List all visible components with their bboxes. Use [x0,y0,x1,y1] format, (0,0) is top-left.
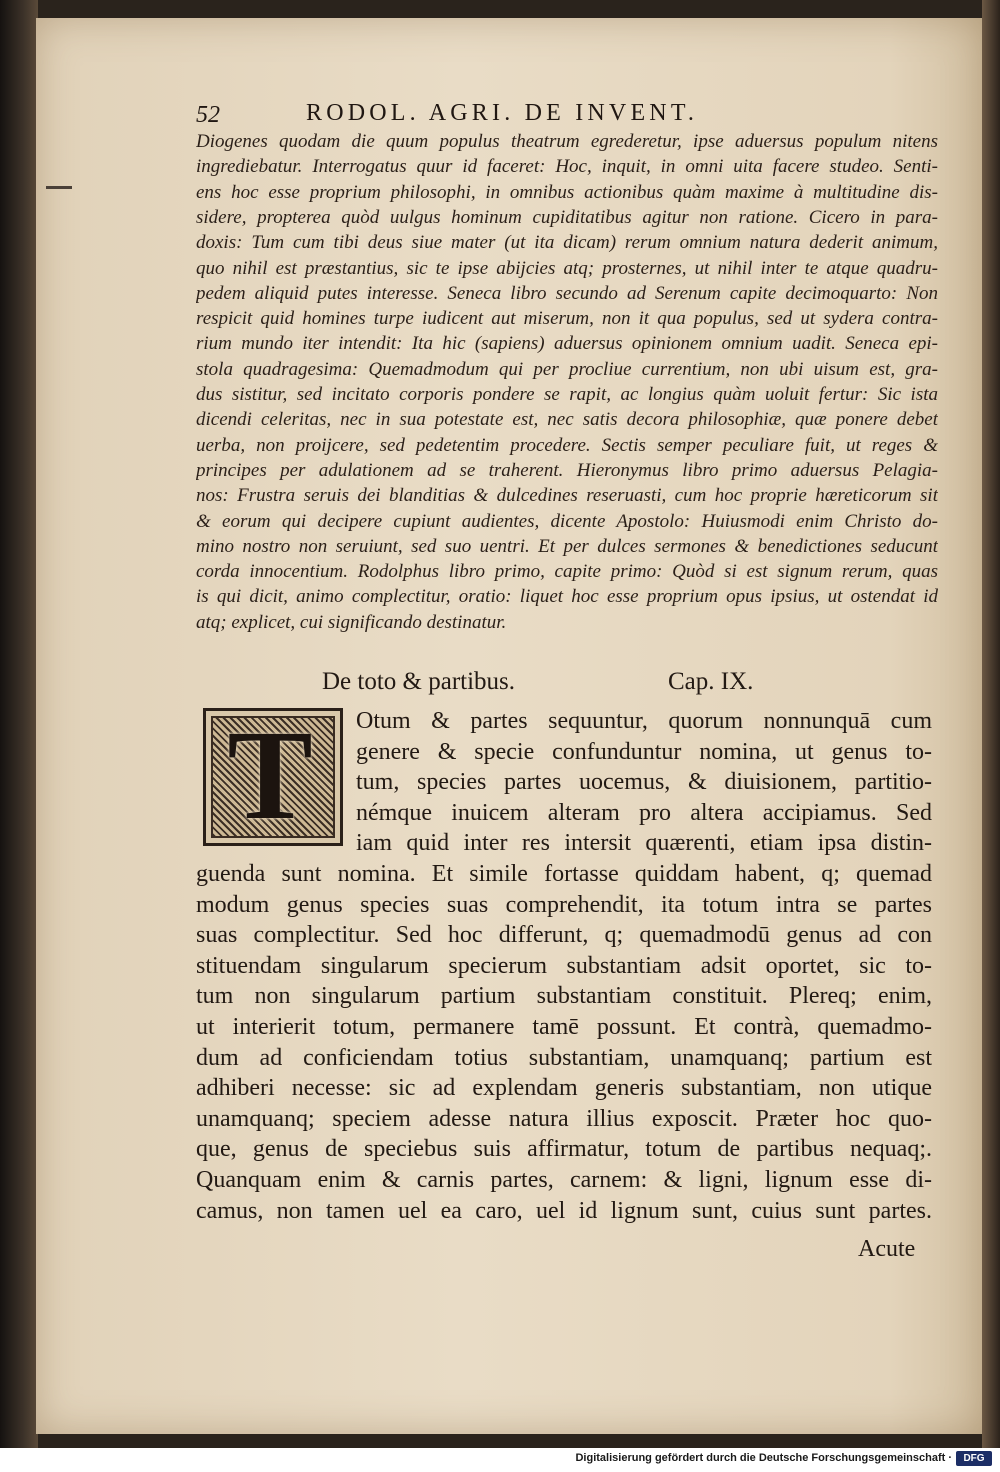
italic-line: dicendi celeritas, nec in sua potestate est, nec satis decora philosophiæ, quæ ponere debet [196,409,938,431]
running-title: RODOL. AGRI. DE INVENT. [306,100,699,126]
italic-line: doxis: Tum cum tibi deus siue mater (ut ita dicam) rerum omnium natura dederit animum, [196,232,938,254]
text-line: suas complectitur. Sed hoc differunt, q; quemadmodū genus ad con [196,922,932,949]
text-line: Quanquam enim & carnis partes, carnem: & ligni, lignum esse di- [196,1167,932,1193]
text-line: iam quid inter res intersit quærenti, etiam ipsa distin- [356,830,932,857]
text-line: unamquanq; speciem adesse natura illius exposcit. Præter hoc quo- [196,1105,932,1132]
page-number: 52 [196,102,220,128]
chapter-title: De toto & partibus. [322,668,516,695]
italic-line: sidere, propterea quòd uulgus hominum cupiditatibus agitur non ratione. Cicero in para- [196,206,938,228]
italic-line: & eorum qui decipere cupiunt audientes, dicente Apostolo: Huiusmodi enim Christo do- [196,510,938,532]
book-gutter [0,0,38,1448]
page-edge [982,0,1000,1448]
text-line: modum genus species suas comprehendit, ita totum intra se partes [196,891,932,918]
italic-line: respicit quid homines turpe iudicent aut miserum, non it qua populus, sed ut sydera contra- [196,308,938,330]
initial-letter: T [227,708,313,846]
italic-line: corda innocentium. Rodolphus libro primo, capite primo: Quòd si est signum rerum, quas [196,561,938,583]
text-line: ut interierit totum, permanere tamē possunt. Et contrà, quemadmo- [196,1014,932,1040]
italic-line: ens hoc esse proprium philosophi, in omnibus actionibus quàm maxime à multitudine dis- [196,181,938,203]
italic-line: pedem aliquid putes interesse. Seneca libro secundo ad Serenum capite decimoquarto: Non [196,282,938,304]
italic-line: quo nihil est præstantius, sic te ipse abijcies atq; prosternes, ut nihil inter te atque quadru- [196,257,938,279]
text-line: adhiberi necesse: sic ad explendam generis substantiam, non utique [196,1075,932,1102]
italic-line: rium mundo iter intendit: Ita hic (sapiens) aduersus opinionem omnium uadit. Seneca epi- [196,333,938,355]
text-line: guenda sunt nomina. Et simile fortasse quiddam habent, q; quemad [196,861,932,887]
text-line: némque inuicem alteram pro altera accipiamus. Sed [356,799,932,826]
italic-line: ingrediebatur. Interrogatus quur id faceret: Hoc, inquit, in omni uita facere studeo. Senti- [196,156,938,178]
italic-line: Diogenes quodam die quum populus theatrum egrederetur, ipse aduersus populum nitens [196,131,938,152]
margin-mark [46,186,72,189]
italic-line: nos: Frustra seruis dei blanditias & dulcedines reseruasti, cum hoc proprie hæreticorum sit [196,485,938,507]
italic-line: mino nostro non seruiunt, sed suo uentri. Et per dulces sermones & benedictiones seducunt [196,535,938,557]
decorated-initial [203,708,343,846]
catchword: Acute [858,1236,916,1262]
italic-line: stola quadragesima: Quemadmodum qui per procliue currentium, non ubi uisum est, gra- [196,358,938,380]
text-line: dum ad conficiendam totius substantiam, unamquanq; partium est [196,1044,932,1071]
footer-credit: Digitalisierung gefördert durch die Deutsche Forschungsgemeinschaft · [575,1452,952,1464]
italic-line: principes per adulationem ad se traherent. Hieronymus libro primo aduersus Pelagia- [196,459,938,481]
text-line: camus, non tamen uel ea caro, uel id lignum sunt, cuius sunt partes. [196,1197,932,1224]
dfg-logo: DFG [956,1451,992,1466]
text-line: tum, species partes uocemus, & diuisionem, partitio- [356,769,932,796]
italic-line: dus sistitur, sed incitato corporis pondere se rapit, ac longius quàm uoluit fertur: Sic ista [196,384,938,405]
text-line: que, genus de speciebus suis affirmatur, totum de partibus nequaq;. [196,1136,932,1163]
italic-line: is qui dicit, animo complectitur, oratio: liquet hoc esse proprium opus ipsius, ut ostendat id [196,586,938,608]
text-line: genere & specie confunduntur nomina, ut genus to- [356,738,932,765]
text-line: tum non singularum partium substantiam constituit. Plereq; enim, [196,983,932,1010]
italic-line: atq; explicet, cui significando destinatur. [196,611,507,633]
chapter-number: Cap. IX. [668,668,754,695]
italic-line: uerba, non proijcere, sed pedetentim procedere. Sectis semper peculiare fuit, ut reges & [196,434,938,456]
italic-citation-block [196,130,938,660]
text-line: stituendam singularum specierum substantiam adsit oportet, sic to- [196,952,932,979]
text-line: Otum & partes sequuntur, quorum nonnunquā cum [356,708,932,734]
